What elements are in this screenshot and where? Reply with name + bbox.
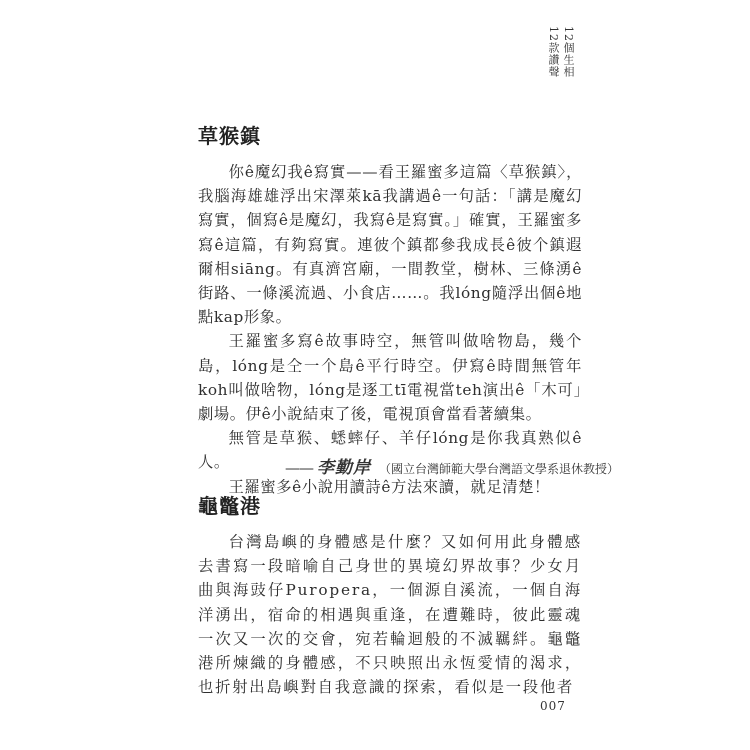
running-header-right: 12個生相 bbox=[562, 26, 575, 78]
section-title-1: 草猴鎮 bbox=[198, 124, 261, 148]
section-2-body bbox=[198, 530, 582, 699]
page-number: 007 bbox=[540, 699, 566, 713]
running-header bbox=[547, 26, 574, 78]
paragraph: 台灣島嶼的身體感是什麼？又如何用此身體感去書寫一段暗喻自己身世的異境幻界故事？少女月曲與海豉仔Puropera，一個源自溪流，一個自海洋湧出，宿命的相遇與重逢，在遭難時，彼此靈魂一次又一次的交會，宛若輪迴般的不滅羈絆。龜鼈港所煉織的身體感，不只映照出永恆愛情的渴求，也折射出島嶼對自我意識的探索，看似是一段他者 bbox=[198, 533, 582, 697]
paragraph: 你ê魔幻我ê寫實——看王羅蜜多這篇〈草猴鎮〉，我腦海雄雄浮出宋澤萊kā我講過ê一句話：「講是魔幻寫實，個寫ê是魔幻，我寫ê是寫實。」確實，王羅蜜多寫ê這篇，有夠寫實。連彼个鎮都參我成長ê彼个鎮遐爾相siāng。有真濟宮廟，一間教堂，樹林、三條湧ê街路、一條溪流過、小食店……。我lóng隨浮出個ê地點kap形象。 bbox=[198, 163, 582, 327]
paragraph: 王羅蜜多寫ê故事時空，無管叫做啥物島，幾个島，lóng是仝一个島ê平行時空。伊寫ê時間無管年koh叫做啥物，lóng是逐工tī電視當teh演出ê「木可」劇場。伊ê小說結束了後，電視頂會當看著續集。 bbox=[198, 332, 582, 424]
signature-affiliation: （國立台灣師範大學台灣語文學系退休教授） bbox=[379, 462, 620, 476]
signature-name: 李勤岸 bbox=[317, 458, 371, 478]
signature-dash: —— bbox=[285, 459, 313, 477]
paragraph: 無管是草猴、蟋蟀仔、羊仔lóng是你我真熟似ê人。 bbox=[198, 429, 582, 472]
section-title-2: 龜鼈港 bbox=[198, 494, 261, 518]
running-header-left: 12款讚聲 bbox=[547, 26, 560, 78]
section-1-body bbox=[198, 160, 582, 499]
paragraph: 王羅蜜多ê小說用讀詩ê方法來讀，就足清楚！ bbox=[228, 477, 550, 496]
signature bbox=[285, 453, 620, 478]
